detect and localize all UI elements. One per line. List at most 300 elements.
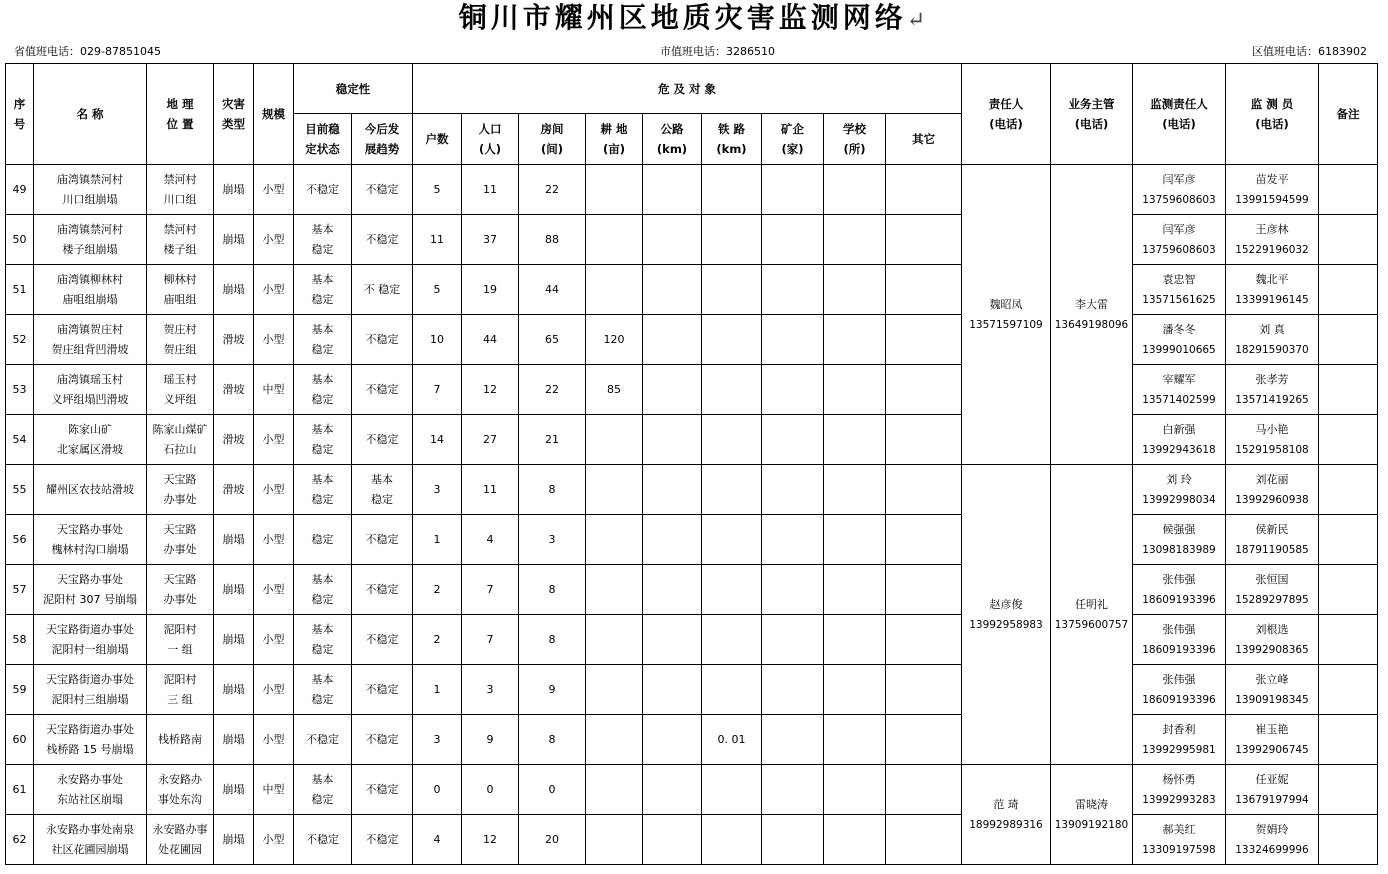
cell-house: 21 xyxy=(519,415,586,465)
cell-hh: 11 xyxy=(413,215,462,265)
district-duty-phone: 区值班电话：6183902 xyxy=(1252,45,1367,58)
col-header-stab-current: 目前稳 定状态 xyxy=(294,114,352,165)
monitor-responsible-phone: 13992993283 xyxy=(1142,793,1216,806)
cell-farm xyxy=(586,715,643,765)
monitor-responsible-name: 宰耀军 xyxy=(1162,372,1196,386)
monitor-name: 魏北平 xyxy=(1255,272,1289,286)
monitor-responsible-phone: 13571402599 xyxy=(1142,393,1216,406)
col-header-remark: 备注 xyxy=(1319,64,1378,165)
cell-name: 庙湾镇瑶玉村 义坪组塌凹滑坡 xyxy=(34,365,147,415)
table-row xyxy=(6,315,1378,365)
cell-stab-trend: 不稳定 xyxy=(352,515,413,565)
monitor-responsible-name: 张伟强 xyxy=(1162,622,1196,636)
cell-location: 永安路办事 处花圃园 xyxy=(147,815,214,865)
cell-monitor xyxy=(1226,165,1319,215)
cell-stab-current: 基本 稳定 xyxy=(294,765,352,815)
monitor-name: 刘根选 xyxy=(1255,622,1289,636)
cell-stab-trend: 不 稳定 xyxy=(352,265,413,315)
monitor-responsible-name: 闫军彦 xyxy=(1162,222,1196,236)
cell-location: 栈桥路南 xyxy=(147,715,214,765)
cell-stab-trend: 不稳定 xyxy=(352,615,413,665)
cell-school xyxy=(824,515,886,565)
cell-other xyxy=(886,215,962,265)
cell-type: 崩塌 xyxy=(214,615,254,665)
cell-other xyxy=(886,665,962,715)
cell-supervisor xyxy=(1051,165,1133,465)
cell-stab-current: 基本 稳定 xyxy=(294,215,352,265)
cell-stab-current: 稳定 xyxy=(294,515,352,565)
monitor-name: 张恒国 xyxy=(1255,572,1289,586)
cell-mine xyxy=(762,765,824,815)
monitor-phone: 13399196145 xyxy=(1235,293,1309,306)
supervisor-name: 任明礼 xyxy=(1075,597,1108,611)
cell-monitor-responsible xyxy=(1133,265,1226,315)
col-header-farmland: 耕 地 (亩) xyxy=(586,114,643,165)
table-row xyxy=(6,215,1378,265)
cell-school xyxy=(824,365,886,415)
monitor-name: 张孝芳 xyxy=(1255,372,1289,386)
cell-remark xyxy=(1319,615,1378,665)
monitor-phone: 13992960938 xyxy=(1235,493,1309,506)
monitor-responsible-phone: 13992995981 xyxy=(1142,743,1216,756)
responsible-phone: 13571597109 xyxy=(969,318,1043,331)
cell-type: 滑坡 xyxy=(214,465,254,515)
cell-road xyxy=(643,615,702,665)
cell-remark xyxy=(1319,365,1378,415)
cell-monitor-responsible xyxy=(1133,365,1226,415)
cell-seq: 61 xyxy=(6,765,34,815)
cell-name: 永安路办事处 东站社区崩塌 xyxy=(34,765,147,815)
cell-mine xyxy=(762,715,824,765)
cell-name: 庙湾镇禁河村 楼子组崩塌 xyxy=(34,215,147,265)
cell-seq: 49 xyxy=(6,165,34,215)
cell-farm xyxy=(586,265,643,315)
col-header-road: 公路 (km) xyxy=(643,114,702,165)
cell-road xyxy=(643,415,702,465)
cell-road xyxy=(643,365,702,415)
responsible-name: 魏昭凤 xyxy=(989,297,1023,311)
cell-other xyxy=(886,315,962,365)
cell-house: 22 xyxy=(519,365,586,415)
col-header-railway: 铁 路 (km) xyxy=(702,114,762,165)
cell-name: 天宝路办事处 泥阳村 307 号崩塌 xyxy=(34,565,147,615)
monitor-name: 刘 真 xyxy=(1259,322,1285,336)
table-row xyxy=(6,165,1378,215)
paragraph-mark-icon: ↵ xyxy=(906,8,930,33)
cell-other xyxy=(886,415,962,465)
cell-type: 崩塌 xyxy=(214,265,254,315)
col-header-responsible: 责任人 (电话) xyxy=(962,64,1051,165)
cell-rail xyxy=(702,315,762,365)
cell-farm xyxy=(586,215,643,265)
cell-farm xyxy=(586,765,643,815)
cell-road xyxy=(643,315,702,365)
monitor-phone: 13991594599 xyxy=(1235,193,1309,206)
monitor-responsible-phone: 13759608603 xyxy=(1142,243,1216,256)
monitor-responsible-name: 闫军彦 xyxy=(1162,172,1196,186)
cell-hh: 1 xyxy=(413,515,462,565)
cell-farm: 120 xyxy=(586,315,643,365)
col-header-households: 户数 xyxy=(413,114,462,165)
table-row xyxy=(6,765,1378,815)
cell-house: 44 xyxy=(519,265,586,315)
cell-stab-current: 不稳定 xyxy=(294,715,352,765)
col-header-location: 地 理 位 置 xyxy=(147,64,214,165)
cell-remark xyxy=(1319,515,1378,565)
monitor-phone: 15289297895 xyxy=(1235,593,1309,606)
table-row xyxy=(6,815,1378,865)
cell-rail xyxy=(702,565,762,615)
cell-school xyxy=(824,565,886,615)
cell-stab-current: 基本 稳定 xyxy=(294,615,352,665)
monitor-name: 崔玉艳 xyxy=(1255,722,1289,736)
cell-road xyxy=(643,265,702,315)
cell-road xyxy=(643,815,702,865)
cell-monitor xyxy=(1226,715,1319,765)
monitor-responsible-name: 封香利 xyxy=(1162,722,1196,736)
cell-type: 崩塌 xyxy=(214,665,254,715)
cell-seq: 58 xyxy=(6,615,34,665)
cell-type: 滑坡 xyxy=(214,415,254,465)
cell-other xyxy=(886,465,962,515)
cell-name: 庙湾镇禁河村 川口组崩塌 xyxy=(34,165,147,215)
table-row xyxy=(6,615,1378,665)
cell-rail xyxy=(702,815,762,865)
col-header-scale: 规模 xyxy=(254,64,294,165)
cell-name: 天宝路街道办事处 泥阳村一组崩塌 xyxy=(34,615,147,665)
cell-location: 天宝路 办事处 xyxy=(147,565,214,615)
monitor-responsible-name: 候强强 xyxy=(1162,522,1196,536)
cell-house: 8 xyxy=(519,465,586,515)
table-row xyxy=(6,365,1378,415)
cell-stab-trend: 不稳定 xyxy=(352,365,413,415)
col-header-stab-trend: 今后发 展趋势 xyxy=(352,114,413,165)
cell-rail xyxy=(702,265,762,315)
cell-monitor-responsible xyxy=(1133,315,1226,365)
col-header-houses: 房间 (间) xyxy=(519,114,586,165)
cell-school xyxy=(824,315,886,365)
monitor-name: 王彦林 xyxy=(1255,222,1289,236)
cell-road xyxy=(643,165,702,215)
cell-rail xyxy=(702,515,762,565)
cell-pop: 12 xyxy=(462,815,519,865)
cell-seq: 52 xyxy=(6,315,34,365)
monitor-name: 贺娟玲 xyxy=(1255,822,1289,836)
cell-mine xyxy=(762,415,824,465)
cell-hh: 7 xyxy=(413,365,462,415)
header-row-1 xyxy=(6,64,1378,114)
cell-scale: 小型 xyxy=(254,715,294,765)
monitor-responsible-phone: 18609193396 xyxy=(1142,593,1216,606)
cell-scale: 中型 xyxy=(254,365,294,415)
cell-seq: 54 xyxy=(6,415,34,465)
cell-pop: 4 xyxy=(462,515,519,565)
cell-other xyxy=(886,165,962,215)
cell-school xyxy=(824,165,886,215)
cell-name: 庙湾镇贺庄村 贺庄组背凹滑坡 xyxy=(34,315,147,365)
cell-seq: 53 xyxy=(6,365,34,415)
cell-stab-current: 基本 稳定 xyxy=(294,265,352,315)
cell-house: 8 xyxy=(519,715,586,765)
cell-location: 泥阳村 三 组 xyxy=(147,665,214,715)
table-row xyxy=(6,515,1378,565)
cell-type: 崩塌 xyxy=(214,815,254,865)
cell-house: 0 xyxy=(519,765,586,815)
cell-hh: 5 xyxy=(413,265,462,315)
cell-rail xyxy=(702,215,762,265)
cell-scale: 小型 xyxy=(254,565,294,615)
cell-scale: 小型 xyxy=(254,465,294,515)
cell-type: 滑坡 xyxy=(214,365,254,415)
cell-hh: 0 xyxy=(413,765,462,815)
cell-rail xyxy=(702,365,762,415)
cell-mine xyxy=(762,515,824,565)
cell-school xyxy=(824,415,886,465)
cell-scale: 小型 xyxy=(254,315,294,365)
cell-monitor xyxy=(1226,215,1319,265)
cell-name: 陈家山矿 北家属区滑坡 xyxy=(34,415,147,465)
cell-house: 3 xyxy=(519,515,586,565)
monitor-responsible-name: 郝美红 xyxy=(1162,822,1196,836)
cell-name: 耀州区农技站滑坡 xyxy=(34,465,147,515)
cell-mine xyxy=(762,665,824,715)
cell-stab-current: 基本 稳定 xyxy=(294,565,352,615)
cell-rail xyxy=(702,165,762,215)
cell-seq: 55 xyxy=(6,465,34,515)
cell-road xyxy=(643,565,702,615)
responsible-name: 赵彦俊 xyxy=(989,597,1023,611)
cell-hh: 3 xyxy=(413,465,462,515)
cell-scale: 小型 xyxy=(254,515,294,565)
cell-stab-current: 基本 稳定 xyxy=(294,315,352,365)
cell-scale: 小型 xyxy=(254,665,294,715)
cell-stab-trend: 不稳定 xyxy=(352,215,413,265)
col-header-mine: 矿企 (家) xyxy=(762,114,824,165)
cell-scale: 小型 xyxy=(254,815,294,865)
cell-stab-current: 基本 稳定 xyxy=(294,465,352,515)
cell-monitor xyxy=(1226,515,1319,565)
monitor-phone: 18291590370 xyxy=(1235,343,1309,356)
monitor-responsible-name: 袁忠智 xyxy=(1162,272,1196,286)
cell-scale: 小型 xyxy=(254,265,294,315)
cell-mine xyxy=(762,615,824,665)
col-header-seq: 序 号 xyxy=(6,64,34,165)
cell-supervisor xyxy=(1051,465,1133,765)
cell-school xyxy=(824,665,886,715)
supervisor-name: 雷晓涛 xyxy=(1075,797,1108,811)
cell-location: 禁河村 川口组 xyxy=(147,165,214,215)
province-duty-phone: 省值班电话：029-87851045 xyxy=(14,45,161,58)
monitor-responsible-phone: 13759608603 xyxy=(1142,193,1216,206)
monitor-name: 侯新民 xyxy=(1255,522,1289,536)
col-header-hazard: 危 及 对 象 xyxy=(413,64,962,114)
cell-monitor xyxy=(1226,365,1319,415)
cell-scale: 小型 xyxy=(254,415,294,465)
col-header-monitor: 监 测 员 (电话) xyxy=(1226,64,1319,165)
city-duty-phone: 市值班电话：3286510 xyxy=(660,45,775,58)
col-header-population: 人口 (人) xyxy=(462,114,519,165)
cell-mine xyxy=(762,365,824,415)
cell-pop: 27 xyxy=(462,415,519,465)
monitor-name: 马小艳 xyxy=(1255,422,1289,436)
cell-farm xyxy=(586,465,643,515)
monitor-phone: 13571419265 xyxy=(1235,393,1309,406)
cell-type: 崩塌 xyxy=(214,515,254,565)
cell-type: 崩塌 xyxy=(214,565,254,615)
cell-mine xyxy=(762,565,824,615)
col-header-stability: 稳定性 xyxy=(294,64,413,114)
cell-farm xyxy=(586,565,643,615)
col-header-type: 灾害 类型 xyxy=(214,64,254,165)
cell-hh: 1 xyxy=(413,665,462,715)
cell-stab-trend: 不稳定 xyxy=(352,315,413,365)
cell-school xyxy=(824,715,886,765)
cell-seq: 60 xyxy=(6,715,34,765)
cell-monitor xyxy=(1226,265,1319,315)
cell-road xyxy=(643,465,702,515)
cell-responsible xyxy=(962,465,1051,765)
cell-remark xyxy=(1319,665,1378,715)
cell-location: 天宝路 办事处 xyxy=(147,465,214,515)
cell-seq: 62 xyxy=(6,815,34,865)
cell-pop: 7 xyxy=(462,615,519,665)
monitor-phone: 13679197994 xyxy=(1235,793,1309,806)
cell-monitor-responsible xyxy=(1133,715,1226,765)
cell-road xyxy=(643,215,702,265)
monitoring-network-table xyxy=(5,63,1378,865)
monitor-responsible-phone: 13571561625 xyxy=(1142,293,1216,306)
cell-stab-trend: 不稳定 xyxy=(352,815,413,865)
cell-monitor xyxy=(1226,665,1319,715)
table-row xyxy=(6,465,1378,515)
cell-house: 8 xyxy=(519,565,586,615)
cell-location: 贺庄村 贺庄组 xyxy=(147,315,214,365)
cell-pop: 19 xyxy=(462,265,519,315)
cell-seq: 50 xyxy=(6,215,34,265)
monitor-responsible-phone: 13309197598 xyxy=(1142,843,1216,856)
table-row xyxy=(6,265,1378,315)
cell-mine xyxy=(762,215,824,265)
col-header-monitor-responsible: 监测责任人 (电话) xyxy=(1133,64,1226,165)
cell-scale: 小型 xyxy=(254,615,294,665)
cell-stab-current: 基本 稳定 xyxy=(294,665,352,715)
col-header-school: 学校 (所) xyxy=(824,114,886,165)
cell-mine xyxy=(762,265,824,315)
cell-mine xyxy=(762,815,824,865)
cell-hh: 4 xyxy=(413,815,462,865)
monitor-name: 刘花丽 xyxy=(1255,472,1289,486)
cell-hh: 5 xyxy=(413,165,462,215)
table-row xyxy=(6,565,1378,615)
cell-monitor-responsible xyxy=(1133,215,1226,265)
cell-remark xyxy=(1319,815,1378,865)
cell-remark xyxy=(1319,715,1378,765)
cell-pop: 3 xyxy=(462,665,519,715)
cell-seq: 56 xyxy=(6,515,34,565)
cell-stab-trend: 基本 稳定 xyxy=(352,465,413,515)
monitor-phone: 13992908365 xyxy=(1235,643,1309,656)
cell-stab-current: 不稳定 xyxy=(294,815,352,865)
monitor-responsible-phone: 13098183989 xyxy=(1142,543,1216,556)
cell-road xyxy=(643,765,702,815)
responsible-name: 范 琦 xyxy=(993,797,1019,811)
cell-hh: 3 xyxy=(413,715,462,765)
cell-seq: 59 xyxy=(6,665,34,715)
cell-farm xyxy=(586,515,643,565)
cell-monitor xyxy=(1226,815,1319,865)
cell-monitor-responsible xyxy=(1133,665,1226,715)
cell-monitor xyxy=(1226,465,1319,515)
cell-hh: 14 xyxy=(413,415,462,465)
cell-monitor-responsible xyxy=(1133,415,1226,465)
cell-monitor-responsible xyxy=(1133,465,1226,515)
monitor-name: 苗发平 xyxy=(1255,172,1289,186)
col-header-other: 其它 xyxy=(886,114,962,165)
cell-pop: 9 xyxy=(462,715,519,765)
monitor-responsible-phone: 13992998034 xyxy=(1142,493,1216,506)
cell-type: 崩塌 xyxy=(214,715,254,765)
cell-hh: 2 xyxy=(413,565,462,615)
cell-hh: 2 xyxy=(413,615,462,665)
col-header-name: 名 称 xyxy=(34,64,147,165)
supervisor-phone: 13909192180 xyxy=(1054,818,1129,831)
cell-monitor-responsible xyxy=(1133,765,1226,815)
cell-school xyxy=(824,615,886,665)
cell-remark xyxy=(1319,165,1378,215)
cell-responsible xyxy=(962,165,1051,465)
monitor-name: 张立峰 xyxy=(1255,672,1289,686)
cell-location: 陈家山煤矿 石拉山 xyxy=(147,415,214,465)
cell-pop: 37 xyxy=(462,215,519,265)
cell-school xyxy=(824,815,886,865)
cell-road xyxy=(643,715,702,765)
cell-monitor xyxy=(1226,315,1319,365)
cell-type: 崩塌 xyxy=(214,765,254,815)
cell-pop: 44 xyxy=(462,315,519,365)
monitor-responsible-name: 杨怀勇 xyxy=(1162,772,1196,786)
cell-scale: 中型 xyxy=(254,765,294,815)
cell-road xyxy=(643,665,702,715)
cell-farm xyxy=(586,165,643,215)
cell-other xyxy=(886,515,962,565)
cell-mine xyxy=(762,165,824,215)
cell-school xyxy=(824,215,886,265)
cell-seq: 51 xyxy=(6,265,34,315)
cell-type: 崩塌 xyxy=(214,215,254,265)
cell-stab-trend: 不稳定 xyxy=(352,765,413,815)
cell-other xyxy=(886,815,962,865)
cell-school xyxy=(824,465,886,515)
cell-remark xyxy=(1319,765,1378,815)
monitor-phone: 13992906745 xyxy=(1235,743,1309,756)
table-row xyxy=(6,715,1378,765)
title-text: 铜川市耀州区地质灾害监测网络 xyxy=(458,1,907,34)
cell-scale: 小型 xyxy=(254,215,294,265)
cell-stab-current: 不稳定 xyxy=(294,165,352,215)
cell-monitor xyxy=(1226,615,1319,665)
cell-monitor-responsible xyxy=(1133,615,1226,665)
cell-stab-trend: 不稳定 xyxy=(352,715,413,765)
cell-farm xyxy=(586,615,643,665)
cell-location: 天宝路 办事处 xyxy=(147,515,214,565)
document-title xyxy=(0,0,1388,39)
monitor-phone: 18791190585 xyxy=(1235,543,1309,556)
cell-stab-trend: 不稳定 xyxy=(352,415,413,465)
monitor-responsible-phone: 18609193396 xyxy=(1142,693,1216,706)
cell-stab-trend: 不稳定 xyxy=(352,565,413,615)
col-header-supervisor: 业务主管 (电话) xyxy=(1051,64,1133,165)
cell-pop: 7 xyxy=(462,565,519,615)
